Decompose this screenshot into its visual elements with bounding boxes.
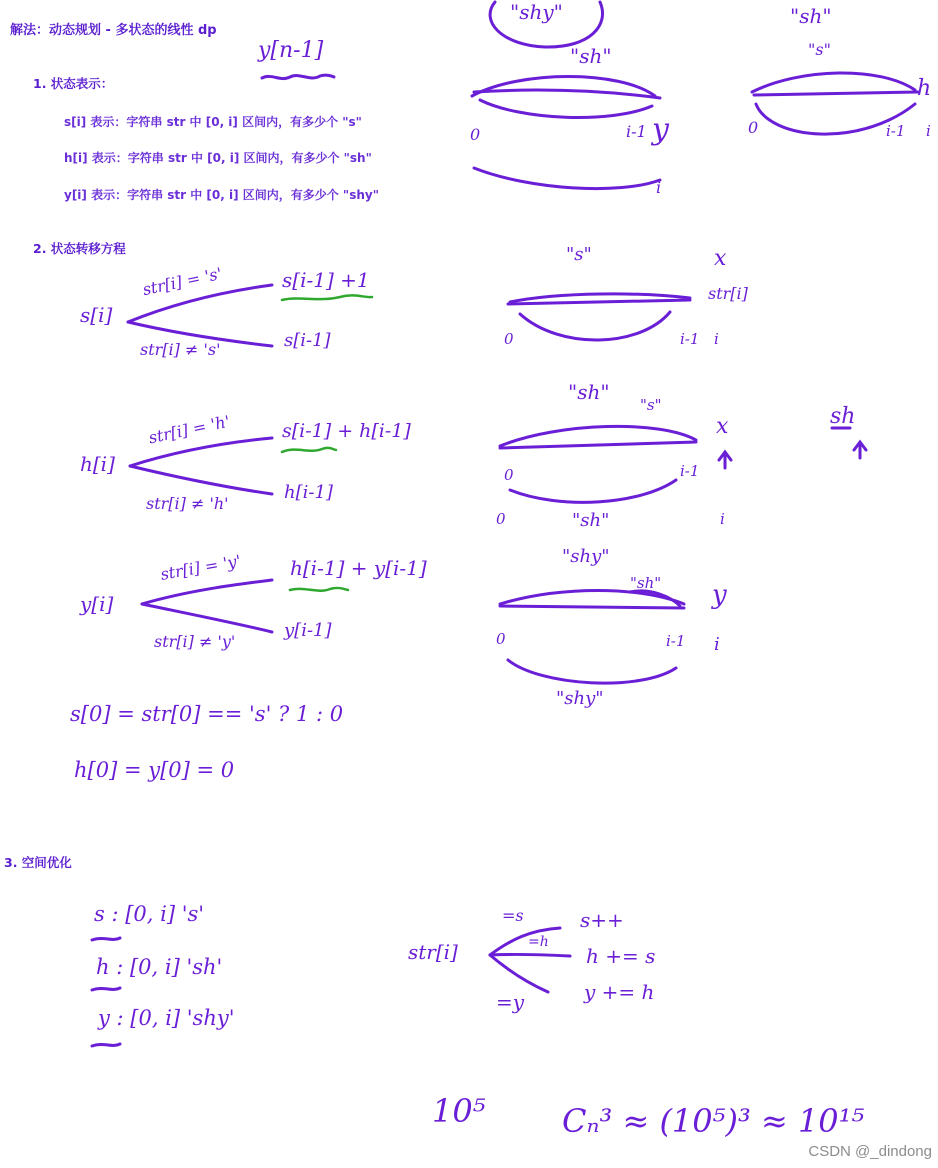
note-s-cond2: str[i] ≠ 's' (140, 340, 221, 359)
note-zero-c: 0 (504, 330, 514, 348)
watermark: CSDN @_dindong (808, 1143, 932, 1160)
note-s-i: s[i] (80, 303, 113, 327)
note-opt-r2: h += s (586, 944, 656, 968)
stroke-arc-under-a (480, 100, 652, 117)
note-y-i: y[i] (80, 592, 114, 616)
note-zero-b: 0 (748, 118, 759, 137)
note-sh-side: sh (830, 404, 856, 429)
note-init-hy: h[0] = y[0] = 0 (74, 758, 235, 782)
note-opt-eq-y: =y (496, 990, 525, 1014)
stroke-arc-s-bottom (520, 312, 670, 340)
note-s-cond1: str[i] = 's' (140, 263, 224, 300)
note-s-res1: s[i-1] +1 (282, 268, 370, 292)
section-heading-state-representation: 1. 状态表示： (33, 76, 114, 91)
stroke-arc-h-bottom (510, 480, 676, 502)
note-shy-top: "shy" (510, 0, 563, 24)
note-y-cond1: str[i] = 'y' (158, 551, 243, 584)
stroke-opt-s-underline (92, 938, 120, 940)
note-sh-top: "sh" (570, 44, 612, 68)
note-zero-f: 0 (496, 630, 506, 648)
note-y-res2: y[i-1] (284, 620, 332, 641)
note-opt-r1: s++ (580, 908, 624, 932)
note-h-cond1: str[i] = 'h' (146, 411, 232, 448)
note-s-quote-mid: "s" (566, 244, 592, 265)
note-shy-bottom: "shy" (556, 688, 604, 709)
note-zero-e: 0 (496, 510, 506, 528)
note-i-a: i (656, 178, 662, 197)
stroke-bar-y (500, 606, 684, 608)
note-zero-d: 0 (504, 466, 514, 484)
note-opt-r3: y += h (584, 980, 655, 1004)
stroke-branch-s-down (128, 322, 272, 346)
note-x-b: x (716, 414, 729, 439)
note-h-cond2: str[i] ≠ 'h' (146, 494, 229, 513)
note-sh-quote-mid2: "sh" (630, 574, 662, 592)
note-opt-eq-h: =h (528, 934, 549, 950)
stroke-branch-h-up (130, 438, 272, 466)
stroke-opt-branch-down (490, 955, 548, 992)
note-sh-bottom: "sh" (572, 510, 610, 531)
note-y-end-a: y (652, 112, 669, 147)
note-opt-str-i: str[i] (408, 940, 458, 964)
note-i-c: i (714, 330, 719, 348)
note-i-minus-1-e: i-1 (666, 632, 686, 650)
note-str-i-a: str[i] (708, 284, 748, 303)
stroke-arc-bottom-a (474, 168, 660, 189)
note-shy-quote-mid: "shy" (562, 546, 610, 567)
note-s-res2: s[i-1] (284, 330, 331, 351)
stroke-arc-sh-b (752, 73, 915, 92)
note-y-end-b: y (712, 580, 727, 610)
stroke-arc-y-bottom (508, 660, 676, 683)
note-y-res1: h[i-1] + y[i-1] (290, 556, 427, 580)
note-zero-a: 0 (470, 125, 481, 144)
note-i-b: i (926, 122, 931, 140)
stroke-bar-h (500, 442, 696, 448)
note-sh-quote-mid: "sh" (568, 380, 610, 404)
stroke-branch-y-up (142, 580, 272, 604)
note-i-e: i (714, 634, 720, 655)
note-init-s: s[0] = str[0] == 's' ? 1 : 0 (70, 702, 344, 726)
note-sh-right: "sh" (790, 4, 832, 28)
note-i-minus-1-b: i-1 (886, 122, 906, 140)
note-s-right: "s" (808, 40, 831, 59)
note-opt-eq-s: =s (502, 906, 524, 925)
definition-y: y[i] 表示：字符串 str 中 [0, i] 区间内，有多少个 "shy" (64, 188, 379, 202)
note-h-res1: s[i-1] + h[i-1] (282, 420, 411, 442)
section-heading-transition: 2. 状态转移方程 (33, 241, 126, 256)
page-title: 解法：动态规划 - 多状态的线性 dp (10, 23, 217, 38)
definition-s: s[i] 表示：字符串 str 中 [0, i] 区间内，有多少个 "s" (64, 115, 362, 129)
note-y-cond2: str[i] ≠ 'y' (154, 632, 236, 651)
note-h-end: h (917, 76, 932, 101)
stroke-opt-h-underline (92, 988, 120, 990)
section-heading-space-optimization: 3. 空间优化 (4, 855, 72, 870)
stroke-yn1-underline (262, 75, 334, 78)
stroke-arc-under-b (756, 104, 915, 134)
stroke-bar-sh-b (754, 92, 918, 95)
note-i-d: i (720, 510, 725, 528)
stroke-branch-y-down (142, 604, 272, 632)
note-i-minus-1-d: i-1 (680, 462, 700, 480)
stroke-green-h (282, 448, 336, 452)
stroke-bar-sh-a (474, 90, 660, 98)
note-h-i: h[i] (80, 452, 115, 476)
note-complexity-n: 10⁵ (432, 1092, 486, 1130)
note-complexity-comb: Cₙ³ ≈ (10⁵)³ ≈ 10¹⁵ (562, 1102, 865, 1140)
stroke-green-y (290, 588, 348, 591)
note-opt-y: y : [0, i] 'shy' (98, 1006, 235, 1030)
stroke-green-s (282, 295, 372, 300)
stroke-branch-h-down (130, 466, 272, 494)
stroke-arrow-up-h (719, 452, 731, 468)
definition-h: h[i] 表示：字符串 str 中 [0, i] 区间内，有多少个 "sh" (64, 151, 372, 165)
note-opt-h: h : [0, i] 'sh' (96, 955, 223, 979)
note-y-n-1: y[n-1] (258, 38, 324, 63)
stroke-opt-branch-mid (490, 954, 570, 956)
note-x-a: x (714, 246, 727, 271)
stroke-branch-s-up (128, 285, 272, 322)
note-i-minus-1-a: i-1 (626, 122, 647, 141)
stroke-arrow-sh-up (854, 442, 866, 458)
stroke-opt-y-underline (92, 1044, 120, 1046)
note-i-minus-1-c: i-1 (680, 330, 700, 348)
note-h-res2: h[i-1] (284, 482, 333, 503)
stroke-opt-branch-up (490, 928, 560, 955)
stroke-bar-s (508, 300, 690, 304)
note-s-quote-mid2: "s" (640, 396, 662, 414)
note-opt-s: s : [0, i] 's' (94, 902, 205, 926)
stroke-shy-ellipse (490, 2, 602, 47)
